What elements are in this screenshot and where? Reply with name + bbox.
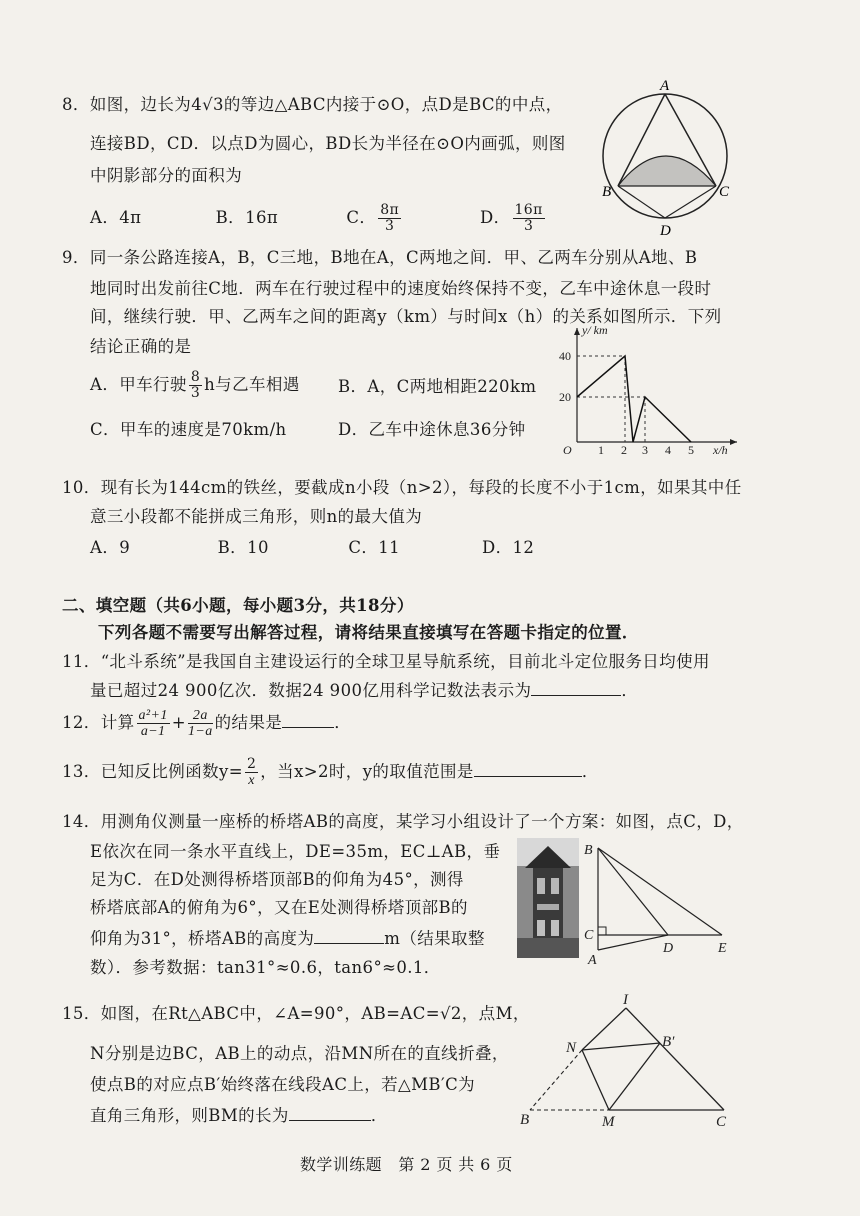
q8-number: 8． [62,95,90,114]
q14-answer-blank[interactable] [314,929,384,944]
q11-text-1: “北斗系统”是我国自主建设运行的全球卫星导航系统，目前北斗定位服务日均使用 [100,652,710,671]
q11-line-1 [62,648,710,672]
q8-label-d: D [660,223,671,239]
q14-geometry-figure [584,838,744,968]
q9-option-d: D．乙车中途休息36分钟 [338,420,526,439]
q14-line-6: 数）．参考数据：tan31°≈0.6，tan6°≈0.1． [90,958,441,977]
q14-line-4: 桥塔底部A的俯角为6°，又在E处测得桥塔顶部B的 [90,898,468,917]
q15-text-1: 如图，在Rt△ABC中，∠A=90°，AB=AC=√2，点M， [100,1004,530,1023]
q10-option-a: A．9 [90,538,131,557]
q9-graph-ylabel: y/ km [582,323,608,337]
q15-label-m: M [602,1114,615,1130]
q9-graph-xlabel: x/h [713,443,728,457]
q14-number: 14． [62,812,101,831]
q12-answer-blank[interactable] [282,713,334,728]
q15-line-3: 使点B的对应点B′始终落在线段AC上，若△MB′C为 [90,1075,476,1094]
q8-line-3: 中阴影部分的面积为 [90,166,243,185]
q10-option-d: D．12 [481,538,535,557]
q8-option-a: A．4π [90,208,142,227]
q14-line-5: 仰角为31°，桥塔AB的高度为 m（结果取整 [90,929,485,948]
q8-option-d-fraction: $\frac{16\pi}{3}$ [514,202,543,234]
q15-label-b: B [520,1112,530,1128]
q9-number: 9． [62,248,90,267]
q14-label-b: B [584,843,593,858]
q8-option-c: C． $\frac{8\pi}{3}$ [346,202,400,234]
q12-fraction-2: $\frac{2a}{1-a}$ [188,708,213,739]
q9-line-2: 地同时出发前往C地．两车在行驶过程中的速度始终保持不变，乙车中途休息一段时 [90,279,712,298]
q13-number: 13． [62,762,101,781]
q10-option-c: C．11 [348,538,401,557]
q15-line-1 [62,1000,530,1024]
q9-graph-xtick-2: 2 [621,443,627,457]
q9-line-4: 结论正确的是 [90,337,192,356]
q9-graph-xtick-1: 1 [598,443,604,457]
q12-number: 12． [62,713,101,732]
q15-label-c: C [716,1114,727,1130]
q9-distance-time-graph [555,322,745,457]
q8-line-2: 连接BD，CD．以点D为圆心，BD长为半径在⊙O内画弧，则图 [90,134,566,153]
q9-line-3: 间，继续行驶．甲、乙两车之间的距离y（km）与时间x（h）的关系如图所示．下列 [90,307,722,326]
q9-option-a-fraction: $\frac{8}{3}$ [190,369,201,401]
q15-line-2: N分别是边BC，AB上的动点，沿MN所在的直线折叠， [90,1044,509,1063]
q8-label-a: A [660,78,670,94]
q8-option-d: D． $\frac{16\pi}{3}$ [479,202,543,234]
q13-answer-blank[interactable] [474,762,582,777]
q14-text-1: 用测角仪测量一座桥的桥塔AB的高度，某学习小组设计了一个方案：如图，点C，D， [100,812,744,831]
q9-option-b: B．A，C两地相距220km [338,377,537,396]
q14-label-d: D [663,941,674,956]
q10-line-1 [62,474,742,498]
q14-bridge-tower-photo [517,838,579,958]
q12-fraction-1: $\frac{\text{a²+1}}{a-1}$ [138,708,168,739]
q8-line-1 [62,91,563,115]
q14-line-2: E依次在同一条水平直线上，DE=35m，EC⊥AB，垂 [90,842,501,861]
q10-text-1: 现有长为144cm的铁丝，要截成n小段（n>2），每段的长度不小于1cm，如果其中任 [100,478,742,497]
q14-label-c: C [584,928,594,943]
q8-options [90,203,547,234]
q10-line-2: 意三小段都不能拼成三角形，则n的最大值为 [90,507,423,526]
q9-option-a: A．甲车行驶 $\frac{8}{3}$ h与乙车相遇 [90,369,300,401]
q9-graph-ytick-40: 40 [559,349,571,363]
q14-label-a: A [588,953,597,968]
q14-label-e: E [718,941,727,956]
q13-line: 13．已知反比例函数y= $\frac{2}{x}$ ，当x>2时，y的取值范围是 ． [62,756,599,788]
q8-option-c-fraction: $\frac{8\pi}{3}$ [380,202,400,234]
page-footer: 数学训练题 第 2 页 共 6 页 [300,1155,513,1174]
q8-option-b: B．16π [215,208,279,227]
q11-line-2: 量已超过24 900亿次．数据24 900亿用科学记数法表示为 ． [90,681,639,700]
q8-circle-figure [598,78,748,240]
q10-options [90,534,534,558]
q10-option-b: B．10 [217,538,269,557]
q14-line-3: 足为C．在D处测得桥塔顶部B的仰角为45°，测得 [90,870,464,889]
q8-text-1: 如图，边长为4√3的等边△ABC内接于⊙O，点D是BC的中点， [89,95,563,114]
section2-title: 二、填空题（共6小题，每小题3分，共18分） [62,596,414,615]
q15-fold-figure [514,990,746,1130]
q9-graph-ytick-20: 20 [559,390,571,404]
q11-answer-blank[interactable] [531,681,621,696]
q9-option-c: C．甲车的速度是70km/h [90,420,287,439]
q15-answer-blank[interactable] [289,1106,371,1121]
q8-label-b: B [602,184,612,200]
q9-graph-origin: O [563,443,572,457]
q15-label-n: N [566,1040,577,1056]
q15-line-4: 直角三角形，则BM的长为 ． [90,1106,388,1125]
q9-graph-xtick-4: 4 [665,443,671,457]
q9-graph-xtick-5: 5 [688,443,694,457]
q8-label-c: C [719,184,730,200]
q9-line-1 [62,244,697,268]
q15-label-b-prime: B′ [662,1034,675,1050]
q9-graph-xtick-3: 3 [642,443,648,457]
section2-instruction: 下列各题不需要写出解答过程，请将结果直接填写在答题卡指定的位置． [98,623,639,642]
q15-number: 15． [62,1004,101,1023]
q14-line-1 [62,808,744,832]
q10-number: 10． [62,478,101,497]
q12-line: 12．计算 $\frac{\text{a²+1}}{a-1}$ + $\frac{2a}{1-a}$ 的结果是 ． [62,708,352,739]
q9-text-1: 同一条公路连接A，B，C三地，B地在A，C两地之间．甲、乙两车分别从A地、B [89,248,698,267]
q15-label-a: I [623,992,628,1008]
q11-number: 11． [62,652,101,671]
q13-fraction: $\frac{2}{x}$ [246,756,257,788]
